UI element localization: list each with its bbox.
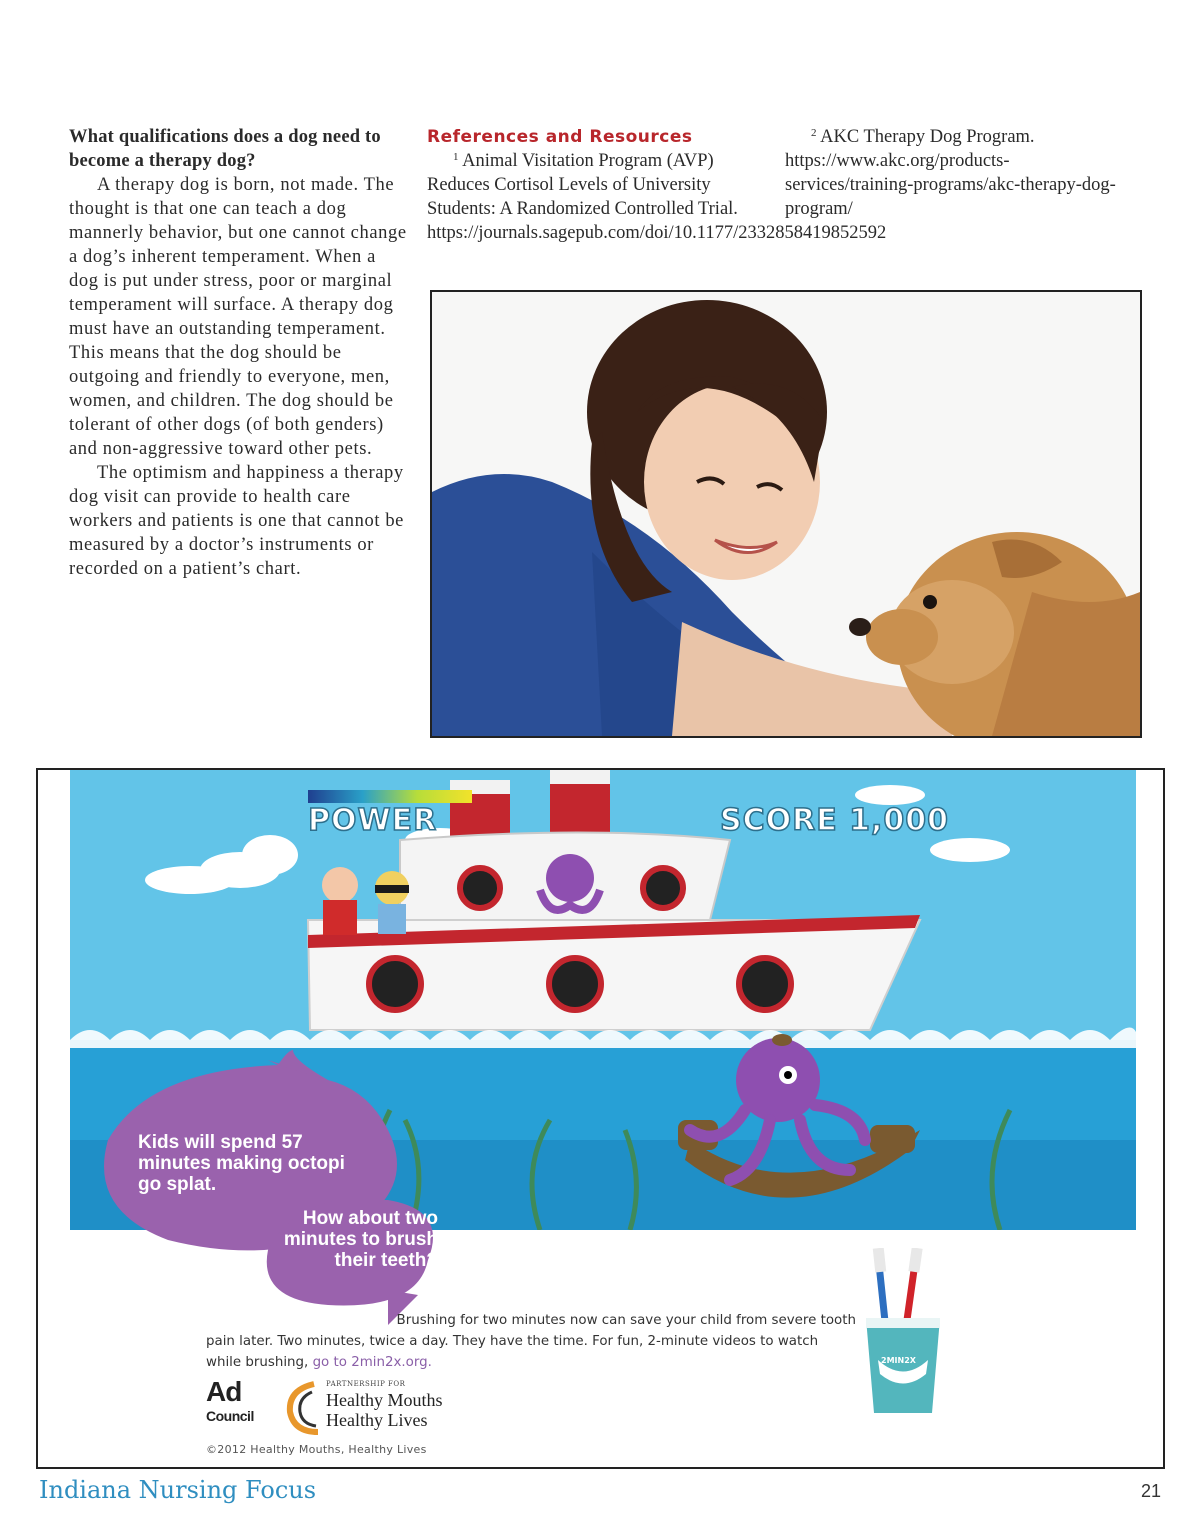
hmhl-line-2: Healthy Lives	[326, 1410, 428, 1430]
photo-woman-with-dog	[430, 290, 1142, 738]
bubble-kids-text: Kids will spend 57 minutes making octopi go splat.	[138, 1132, 345, 1195]
references-column	[427, 125, 887, 245]
reference-1-text: Animal Visitation Program (AVP) Reduces Cortisol Levels of University Students: A Randomized Controlled Trial. https://journals.sagepub.com/doi/10.1177/2332858419852592	[427, 151, 887, 243]
healthy-mouths-logo	[284, 1380, 464, 1436]
reference-1	[427, 149, 887, 245]
cup-label: 2MIN2X	[881, 1356, 916, 1365]
photo-illustration	[432, 292, 1140, 736]
reference-1-number: 1	[453, 151, 459, 163]
publication-title: Indiana Nursing Focus	[39, 1476, 317, 1504]
healthy-mouths-ad	[36, 768, 1165, 1469]
article-paragraph-2: The optimism and happiness a therapy dog visit can provide to health care workers and patients is one that cannot be measured by a doctor’s instruments or recorded on a patient’s chart.	[69, 463, 404, 579]
article-column	[69, 125, 409, 581]
ad-council-line-1: Ad	[206, 1376, 242, 1407]
reference-2	[785, 125, 1135, 221]
ad-body-link[interactable]: go to 2min2x.org.	[312, 1355, 432, 1370]
power-meter	[308, 790, 472, 803]
article-paragraph-1: A therapy dog is born, not made. The thought is that one can teach a dog mannerly behavior, but one cannot change a dog’s inherent temperament. When a dog is put under stress, poor or marginal temperament will surface. A therapy dog must have an outstanding temperament. This means that the dog should be outgoing and friendly to everyone, men, women, and children. The dog should be tolerant of other dogs (of both genders) and non-aggressive toward other pets.	[69, 175, 407, 459]
ad-council-line-2: Council	[206, 1408, 254, 1424]
hmhl-swoosh-icon	[284, 1380, 324, 1436]
references-heading: References and Resources	[427, 127, 693, 147]
ad-copyright: ©2012 Healthy Mouths, Healthy Lives	[206, 1443, 427, 1456]
ad-body-line-1: Brushing for two minutes now can save your child from severe tooth	[396, 1313, 856, 1328]
reference-2-text: AKC Therapy Dog Program. https://www.akc.org/products-services/training-programs/akc-therapy-dog-program/	[785, 127, 1116, 219]
toothbrush-cup-icon	[858, 1248, 948, 1423]
power-label: POWER	[308, 803, 438, 838]
speech-bubbles	[88, 1050, 508, 1350]
bubble-brush-text: How about two minutes to brush their teeth?	[283, 1208, 438, 1271]
article-question: What qualifications does a dog need to become a therapy dog?	[69, 127, 381, 171]
hmhl-small-text: PARTNERSHIP FOR	[326, 1380, 406, 1388]
ad-council-logo	[206, 1376, 254, 1430]
references-column-2	[785, 125, 1135, 221]
ad-body-rest: pain later. Two minutes, twice a day. They have the time. For fun, 2-minute videos to watch while brushing,	[206, 1334, 819, 1370]
ad-body-text	[206, 1310, 856, 1373]
score-label: SCORE 1,000	[720, 803, 950, 838]
reference-2-number: 2	[811, 127, 817, 139]
page-number: 21	[1141, 1481, 1162, 1501]
hmhl-line-1: Healthy Mouths	[326, 1390, 443, 1410]
